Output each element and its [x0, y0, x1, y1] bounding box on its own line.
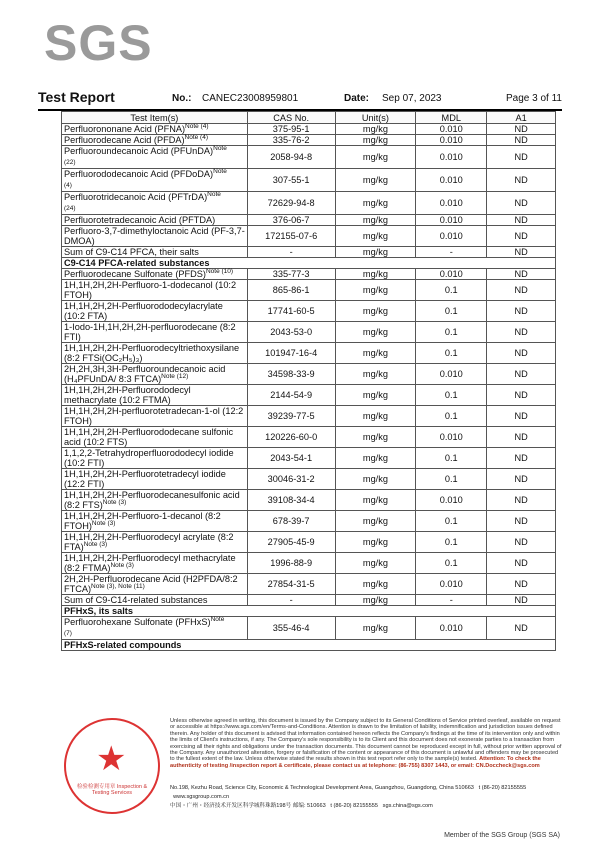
table-row — [62, 448, 556, 469]
a1-result-cell: ND — [487, 322, 556, 343]
a1-result-cell: ND — [487, 469, 556, 490]
tel-cn: t (86-20) 82155555 — [330, 803, 378, 809]
note-number: (4) — [64, 182, 72, 189]
note-ref: Note (3) — [83, 540, 108, 548]
test-item-cell — [62, 301, 248, 322]
test-item-name: Perfluorodecane Sulfonate (PFDS) — [64, 269, 206, 279]
table-row — [62, 322, 556, 343]
test-item-cell — [62, 192, 248, 215]
test-item-cell — [62, 532, 248, 553]
a1-result-cell: ND — [487, 406, 556, 427]
mdl-cell: 0.010 — [416, 135, 487, 146]
section-title: PFHxS-related compounds — [62, 640, 556, 651]
section-row — [62, 258, 556, 269]
test-item-name: Perfluorotetradecanoic Acid (PFTDA) — [64, 215, 216, 225]
note-ref: Note (3) — [102, 498, 127, 506]
member-note: Member of the SGS Group (SGS SA) — [444, 832, 560, 839]
cas-cell: 39108-34-4 — [247, 490, 335, 511]
test-item-cell — [62, 574, 248, 595]
mdl-cell: 0.010 — [416, 574, 487, 595]
report-title: Test Report — [38, 89, 115, 105]
report-number-label: No.: — [172, 93, 192, 104]
table-row — [62, 469, 556, 490]
a1-result-cell: ND — [487, 146, 556, 169]
test-item-cell — [62, 406, 248, 427]
table-row — [62, 574, 556, 595]
mdl-cell: 0.010 — [416, 490, 487, 511]
mdl-cell: 0.010 — [416, 192, 487, 215]
test-item-cell — [62, 490, 248, 511]
test-item-name: 1H,1H,2H,2H-Perfluoro-1-dodecanol (10:2 FTOH) — [64, 280, 237, 300]
table-row — [62, 617, 556, 640]
test-item-name: 1H,1H,2H,2H-Perfluorododecylacrylate (10:2 FTA) — [64, 301, 223, 321]
test-item-name: Sum of C9-C14 PFCA, their salts — [64, 247, 199, 257]
unit-cell: mg/kg — [335, 406, 416, 427]
mdl-cell: 0.1 — [416, 301, 487, 322]
cas-cell: 39239-77-5 — [247, 406, 335, 427]
mdl-cell: 0.010 — [416, 226, 487, 247]
address-en: No.198, Kezhu Road, Science City, Economic & Technological Development Area, Guangzhou, Guangdong, China 510663 — [170, 785, 474, 791]
test-item-cell — [62, 226, 248, 247]
tel-en: t (86-20) 82155555 — [478, 785, 527, 791]
test-item-name: Perfluorononane Acid (PFNA) — [64, 124, 186, 134]
unit-cell: mg/kg — [335, 532, 416, 553]
test-item-cell — [62, 469, 248, 490]
results-table — [61, 111, 556, 651]
unit-cell: mg/kg — [335, 169, 416, 192]
unit-cell: mg/kg — [335, 490, 416, 511]
a1-result-cell: ND — [487, 448, 556, 469]
mdl-cell: 0.1 — [416, 511, 487, 532]
unit-cell: mg/kg — [335, 124, 416, 135]
mdl-cell: 0.1 — [416, 532, 487, 553]
test-item-cell — [62, 617, 248, 640]
table-row — [62, 247, 556, 258]
table-row — [62, 269, 556, 280]
test-item-name: 2H,2H,3H,3H-Perfluoroundecanoic acid (H₄PFUnDA/ 8:3 FTCA) — [64, 364, 226, 384]
test-item-cell — [62, 169, 248, 192]
cas-cell: 101947-16-4 — [247, 343, 335, 364]
note-ref: Note (10) — [205, 267, 234, 275]
web-en: www.sgsgroup.com.cn — [173, 794, 230, 800]
a1-result-cell: ND — [487, 532, 556, 553]
note-ref: Note (3), Note (11) — [91, 582, 145, 590]
a1-result-cell: ND — [487, 192, 556, 215]
table-row — [62, 511, 556, 532]
col-unit: Unit(s) — [335, 112, 416, 124]
table-row — [62, 532, 556, 553]
seal-text: 检验检测专用章 Inspection & Testing Services — [76, 784, 148, 796]
unit-cell: mg/kg — [335, 343, 416, 364]
cas-cell: 2058-94-8 — [247, 146, 335, 169]
mdl-cell: - — [416, 595, 487, 606]
cas-cell: 30046-31-2 — [247, 469, 335, 490]
cas-cell: 172155-07-6 — [247, 226, 335, 247]
table-row — [62, 192, 556, 215]
mdl-cell: 0.1 — [416, 385, 487, 406]
attention-text: Attention: To check the authenticity of testing /inspection report & certificate, please contact us at telephone: (86-755) 8307 1443, or email: CN.Doccheck@sgs.com — [170, 756, 541, 769]
note-ref: Note — [210, 615, 225, 623]
table-row — [62, 364, 556, 385]
a1-result-cell: ND — [487, 574, 556, 595]
cas-cell: 335-77-3 — [247, 269, 335, 280]
unit-cell: mg/kg — [335, 226, 416, 247]
test-item-name: 1H,1H,2H,2H-Perfluorodecyl methacrylate (8:2 FTMA) — [64, 553, 236, 573]
test-item-cell — [62, 124, 248, 135]
web-cn: sgs.china@sgs.com — [382, 803, 433, 809]
table-row — [62, 226, 556, 247]
test-item-cell — [62, 511, 248, 532]
cas-cell: 376-06-7 — [247, 215, 335, 226]
section-row — [62, 606, 556, 617]
note-ref: Note (4) — [185, 122, 209, 130]
mdl-cell: 0.1 — [416, 406, 487, 427]
unit-cell: mg/kg — [335, 595, 416, 606]
a1-result-cell: ND — [487, 364, 556, 385]
test-item-cell — [62, 364, 248, 385]
note-ref: Note — [207, 190, 221, 198]
mdl-cell: 0.010 — [416, 364, 487, 385]
cas-cell: 355-46-4 — [247, 617, 335, 640]
test-item-name: 1H,1H,2H,2H-Perfluorodecanesulfonic acid (8:2 FTS) — [64, 490, 240, 510]
test-item-cell — [62, 595, 248, 606]
table-row — [62, 385, 556, 406]
unit-cell: mg/kg — [335, 427, 416, 448]
sgs-logo: SGS — [44, 15, 153, 71]
test-item-cell — [62, 247, 248, 258]
address-cn: 中国・广州・经济技术开发区科学城科珠路198号 邮编: 510663 — [170, 803, 326, 809]
test-item-name: 1-Iodo-1H,1H,2H,2H-perfluorodecane (8:2 FTI) — [64, 322, 236, 342]
test-item-name: 1H,1H,2H,2H-Perfluoro-1-decanol (8:2 FTOH) — [64, 511, 221, 531]
a1-result-cell: ND — [487, 427, 556, 448]
report-date: Sep 07, 2023 — [382, 93, 442, 104]
col-test-item: Test Item(s) — [62, 112, 248, 124]
section-title: PFHxS, its salts — [62, 606, 556, 617]
cas-cell: - — [247, 595, 335, 606]
a1-result-cell: ND — [487, 343, 556, 364]
cas-cell: 678-39-7 — [247, 511, 335, 532]
cas-cell: 335-76-2 — [247, 135, 335, 146]
unit-cell: mg/kg — [335, 364, 416, 385]
mdl-cell: 0.010 — [416, 617, 487, 640]
table-row — [62, 343, 556, 364]
cas-cell: 307-55-1 — [247, 169, 335, 192]
test-item-name: 1H,1H,2H,2H-Perfluorodecyltriethoxysilane (8:2 FTSi(OC₂H₅)₃) — [64, 343, 240, 363]
test-item-name: Perfluorotridecanoic Acid (PFTrDA) — [64, 192, 208, 202]
test-item-cell — [62, 385, 248, 406]
note-number: (24) — [64, 205, 76, 212]
test-item-cell — [62, 269, 248, 280]
test-item-name: 1,1,2,2-Tetrahydroperfluorododecyl iodide (10:2 FTI) — [64, 448, 234, 468]
note-number: (7) — [64, 630, 72, 637]
disclaimer-text: Unless otherwise agreed in writing, this document is issued by the Company subject to its General Conditions of Service printed overleaf, available on request or accessible at https://www.sgs.com/en/Terms-and-Conditions. Attention is drawn to the limitation of liability, indemnification and jurisdiction issues defined therein. Any holder of this document is advised that information contained hereon reflects the Company's findings at the time of its intervention only and within the limits of Client's instructions, if any. The Company's sole responsibility is to its Client and this document does not exonerate parties to a transaction from exercising all their rights and obligations under the transaction documents. This document cannot be reproduced except in full, without prior written approval of the Company. Any unauthorized alteration, forgery or falsification of the content or appearance of this document is unlawful and offenders may be prosecuted to the fullest extent of the law. Unless otherwise stated the results shown in this test report refer only to the sample(s) tested. — [170, 718, 562, 763]
a1-result-cell: ND — [487, 511, 556, 532]
cas-cell: 120226-60-0 — [247, 427, 335, 448]
table-row — [62, 427, 556, 448]
cas-cell: 17741-60-5 — [247, 301, 335, 322]
test-item-name: Perfluoroundecanoic Acid (PFUnDA) — [64, 146, 214, 156]
unit-cell: mg/kg — [335, 280, 416, 301]
test-item-name: Perfluorodecane Acid (PFDA) — [64, 135, 185, 145]
a1-result-cell: ND — [487, 135, 556, 146]
unit-cell: mg/kg — [335, 215, 416, 226]
mdl-cell: 0.010 — [416, 146, 487, 169]
table-row — [62, 301, 556, 322]
inspection-seal — [64, 718, 160, 814]
cas-cell: 1996-88-9 — [247, 553, 335, 574]
mdl-cell: 0.1 — [416, 448, 487, 469]
mdl-cell: 0.010 — [416, 427, 487, 448]
test-item-name: 1H,1H,2H,2H-Perfluorododecane sulfonic acid (10:2 FTS) — [64, 427, 234, 447]
mdl-cell: 0.1 — [416, 469, 487, 490]
section-row — [62, 640, 556, 651]
cas-cell: 27905-45-9 — [247, 532, 335, 553]
a1-result-cell: ND — [487, 617, 556, 640]
a1-result-cell: ND — [487, 226, 556, 247]
cas-cell: 27854-31-5 — [247, 574, 335, 595]
note-ref: Note (3) — [110, 561, 134, 569]
note-ref: Note (12) — [161, 372, 189, 380]
table-row — [62, 490, 556, 511]
cas-cell: - — [247, 247, 335, 258]
test-item-name: 1H,1H,2H,2H-perfluorotetradecan-1-ol (12:2 FTOH) — [64, 406, 244, 426]
a1-result-cell: ND — [487, 595, 556, 606]
note-ref: Note (3) — [91, 519, 116, 527]
a1-result-cell: ND — [487, 215, 556, 226]
mdl-cell: 0.010 — [416, 215, 487, 226]
mdl-cell: - — [416, 247, 487, 258]
page-indicator: Page 3 of 11 — [506, 93, 562, 104]
unit-cell: mg/kg — [335, 511, 416, 532]
test-item-cell — [62, 553, 248, 574]
test-item-name: Perfluoro-3,7-dimethyloctanoic Acid (PF-3,7-DMOA) — [64, 226, 245, 246]
a1-result-cell: ND — [487, 490, 556, 511]
a1-result-cell: ND — [487, 280, 556, 301]
table-row — [62, 169, 556, 192]
test-item-name: 1H,1H,2H,2H-Perfluorotetradecyl iodide (12:2 FTI) — [64, 469, 226, 489]
unit-cell: mg/kg — [335, 301, 416, 322]
disclaimer-block — [170, 718, 562, 769]
table-row — [62, 124, 556, 135]
unit-cell: mg/kg — [335, 269, 416, 280]
cas-cell: 72629-94-8 — [247, 192, 335, 215]
test-item-cell — [62, 427, 248, 448]
mdl-cell: 0.010 — [416, 124, 487, 135]
unit-cell: mg/kg — [335, 146, 416, 169]
unit-cell: mg/kg — [335, 553, 416, 574]
note-number: (22) — [64, 159, 76, 166]
unit-cell: mg/kg — [335, 617, 416, 640]
unit-cell: mg/kg — [335, 322, 416, 343]
a1-result-cell: ND — [487, 124, 556, 135]
section-title: C9-C14 PFCA-related substances — [62, 258, 556, 269]
mdl-cell: 0.1 — [416, 553, 487, 574]
a1-result-cell: ND — [487, 247, 556, 258]
address-block — [170, 784, 562, 811]
mdl-cell: 0.010 — [416, 269, 487, 280]
report-number: CANEC23008959801 — [202, 93, 299, 104]
table-row — [62, 280, 556, 301]
test-item-name: 1H,1H,2H,2H-Perfluorodecyl acrylate (8:2 FTA) — [64, 532, 234, 552]
star-icon: ★ — [96, 740, 127, 778]
a1-result-cell: ND — [487, 385, 556, 406]
table-row — [62, 406, 556, 427]
test-item-cell — [62, 322, 248, 343]
mdl-cell: 0.1 — [416, 343, 487, 364]
test-item-name: Sum of C9-C14-related substances — [64, 595, 208, 605]
col-mdl: MDL — [416, 112, 487, 124]
cas-cell: 2144-54-9 — [247, 385, 335, 406]
cas-cell: 375-95-1 — [247, 124, 335, 135]
report-date-label: Date: — [344, 93, 370, 104]
test-item-name: 1H,1H,2H,2H-Perfluorododecyl methacrylate (10:2 FTMA) — [64, 385, 191, 405]
note-ref: Note — [213, 167, 227, 175]
mdl-cell: 0.1 — [416, 322, 487, 343]
unit-cell: mg/kg — [335, 469, 416, 490]
test-item-name: Perfluorohexane Sulfonate (PFHxS) — [64, 617, 211, 627]
unit-cell: mg/kg — [335, 448, 416, 469]
table-row — [62, 135, 556, 146]
table-row — [62, 595, 556, 606]
test-item-name: Perfluorododecanoic Acid (PFDoDA) — [64, 169, 214, 179]
test-item-cell — [62, 135, 248, 146]
cas-cell: 34598-33-9 — [247, 364, 335, 385]
unit-cell: mg/kg — [335, 247, 416, 258]
note-ref: Note — [213, 144, 227, 152]
unit-cell: mg/kg — [335, 385, 416, 406]
table-header-row — [62, 112, 556, 124]
test-item-cell — [62, 448, 248, 469]
test-item-cell — [62, 343, 248, 364]
cas-cell: 2043-54-1 — [247, 448, 335, 469]
col-a1: A1 — [487, 112, 556, 124]
test-item-cell — [62, 215, 248, 226]
cas-cell: 865-86-1 — [247, 280, 335, 301]
test-item-name: 2H,2H-Perfluorodecane Acid (H2PFDA/8:2 FTCA) — [64, 574, 238, 594]
unit-cell: mg/kg — [335, 192, 416, 215]
note-ref: Note (4) — [184, 133, 208, 141]
col-cas: CAS No. — [247, 112, 335, 124]
mdl-cell: 0.010 — [416, 169, 487, 192]
mdl-cell: 0.1 — [416, 280, 487, 301]
test-item-cell — [62, 280, 248, 301]
table-row — [62, 146, 556, 169]
a1-result-cell: ND — [487, 301, 556, 322]
report-header — [38, 89, 562, 110]
test-item-cell — [62, 146, 248, 169]
unit-cell: mg/kg — [335, 574, 416, 595]
cas-cell: 2043-53-0 — [247, 322, 335, 343]
table-row — [62, 215, 556, 226]
a1-result-cell: ND — [487, 553, 556, 574]
a1-result-cell: ND — [487, 169, 556, 192]
a1-result-cell: ND — [487, 269, 556, 280]
table-row — [62, 553, 556, 574]
unit-cell: mg/kg — [335, 135, 416, 146]
